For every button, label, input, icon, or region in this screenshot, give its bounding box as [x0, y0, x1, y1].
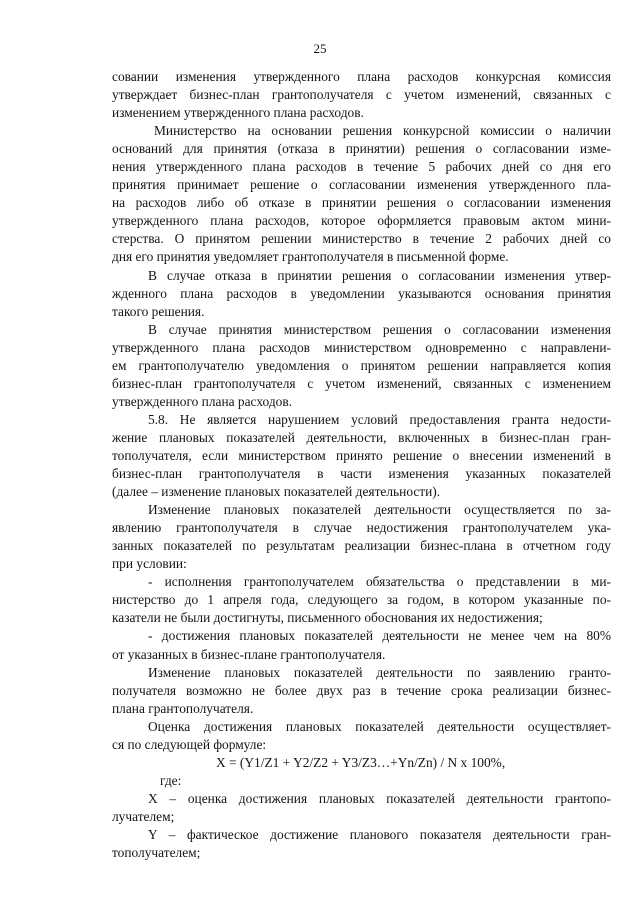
- text-line: X = (Y1/Z1 + Y2/Z2 + Y3/Z3…+Yn/Zn) / N x 100%,: [216, 754, 506, 770]
- text-line: плана грантополучателя.: [112, 700, 254, 716]
- document-body: [112, 68, 611, 862]
- page-number: 25: [313, 41, 327, 56]
- text-line: тополучателем;: [112, 845, 201, 861]
- text-line: 5.8. Не является нарушением условий предоставления гранта недости-: [148, 411, 611, 427]
- text-line: оснований для принятия (отказа в принятии) решения о согласовании изме-: [112, 141, 611, 157]
- text-line: ся по следующей формуле:: [112, 736, 267, 752]
- text-line: казатели не были достигнуты, письменного обоснования их недостижения;: [112, 610, 543, 626]
- text-line: изменением утвержденного плана расходов.: [112, 105, 364, 121]
- text-line: В случае отказа в принятии решения о согласовании изменения утвер-: [148, 267, 611, 283]
- text-line: тополучателя, если министерством принято решение о внесении изменений в: [112, 447, 611, 463]
- text-line: В случае принятия министерством решения о согласовании изменения: [148, 321, 611, 337]
- text-line: нистерство до 1 апреля года, следующего за годом, в котором указанные по-: [112, 592, 611, 608]
- text-line: лучателем;: [112, 808, 175, 824]
- text-line: Y – фактическое достижение планового показателя деятельности гран-: [148, 826, 611, 842]
- text-line: совании изменения утвержденного плана расходов конкурсная комиссия: [112, 69, 611, 84]
- text-line: при условии:: [112, 556, 187, 572]
- text-line: бизнес-план грантополучателя в части изменения указанных показателей: [112, 466, 611, 482]
- text-line: X – оценка достижения плановых показателей деятельности грантопо-: [148, 790, 611, 806]
- text-line: стерства. О принятом решении министерство в течение 2 рабочих дней со: [112, 231, 611, 247]
- text-line: бизнес-план грантополучателя с учетом изменений, связанных с изменением: [112, 375, 611, 391]
- text-line: утвержденного плана расходов.: [112, 393, 292, 409]
- text-line: принятия принимает решение о согласовании изменения утвержденного пла-: [112, 177, 611, 193]
- text-line: - достижения плановых показателей деятельности не менее чем на 80%: [148, 628, 611, 644]
- text-line: получателя возможно не более двух раз в течение срока реализации бизнес-: [112, 682, 611, 698]
- text-line: утвержденного плана расходов министерством одновременно с направлени-: [112, 339, 611, 355]
- text-line: жение плановых показателей деятельности, включенных в бизнес-план гран-: [112, 429, 611, 445]
- text-line: (далее – изменение плановых показателей деятельности).: [112, 484, 441, 500]
- text-line: от указанных в бизнес-плане грантополучателя.: [112, 646, 386, 662]
- text-line: жденного плана расходов в уведомлении указываются основания принятия: [112, 285, 611, 301]
- text-line: явлению грантополучателя в случае недостижения грантополучателем ука-: [112, 520, 611, 536]
- text-line: Министерство на основании решения конкурсной комиссии о наличии: [154, 123, 611, 139]
- text-line: ем грантополучателю уведомления о принятом решении направляется копия: [112, 357, 611, 373]
- text-line: на расходов либо об отказе в принятии решения о согласовании изменения: [112, 195, 611, 211]
- text-line: занных показателей по результатам реализации бизнес-плана в отчетном году: [112, 538, 611, 554]
- text-line: где:: [160, 772, 182, 788]
- text-line: утвержденного плана расходов, которое оформляется правовым актом мини-: [112, 213, 611, 229]
- text-line: нения утвержденного плана расходов в течение 5 рабочих дней со дня его: [112, 159, 611, 175]
- text-line: Изменение плановых показателей деятельности по заявлению гранто-: [148, 664, 611, 680]
- text-line: - исполнения грантополучателем обязательства о представлении в ми-: [148, 574, 611, 590]
- text-line: такого решения.: [112, 303, 205, 319]
- text-line: дня его принятия уведомляет грантополучателя в письменной форме.: [112, 249, 509, 265]
- text-line: утверждает бизнес-план грантополучателя с учетом изменений, связанных с: [112, 87, 611, 103]
- text-line: Изменение плановых показателей деятельности осуществляется по за-: [148, 502, 611, 518]
- text-line: Оценка достижения плановых показателей деятельности осуществляет-: [148, 718, 611, 734]
